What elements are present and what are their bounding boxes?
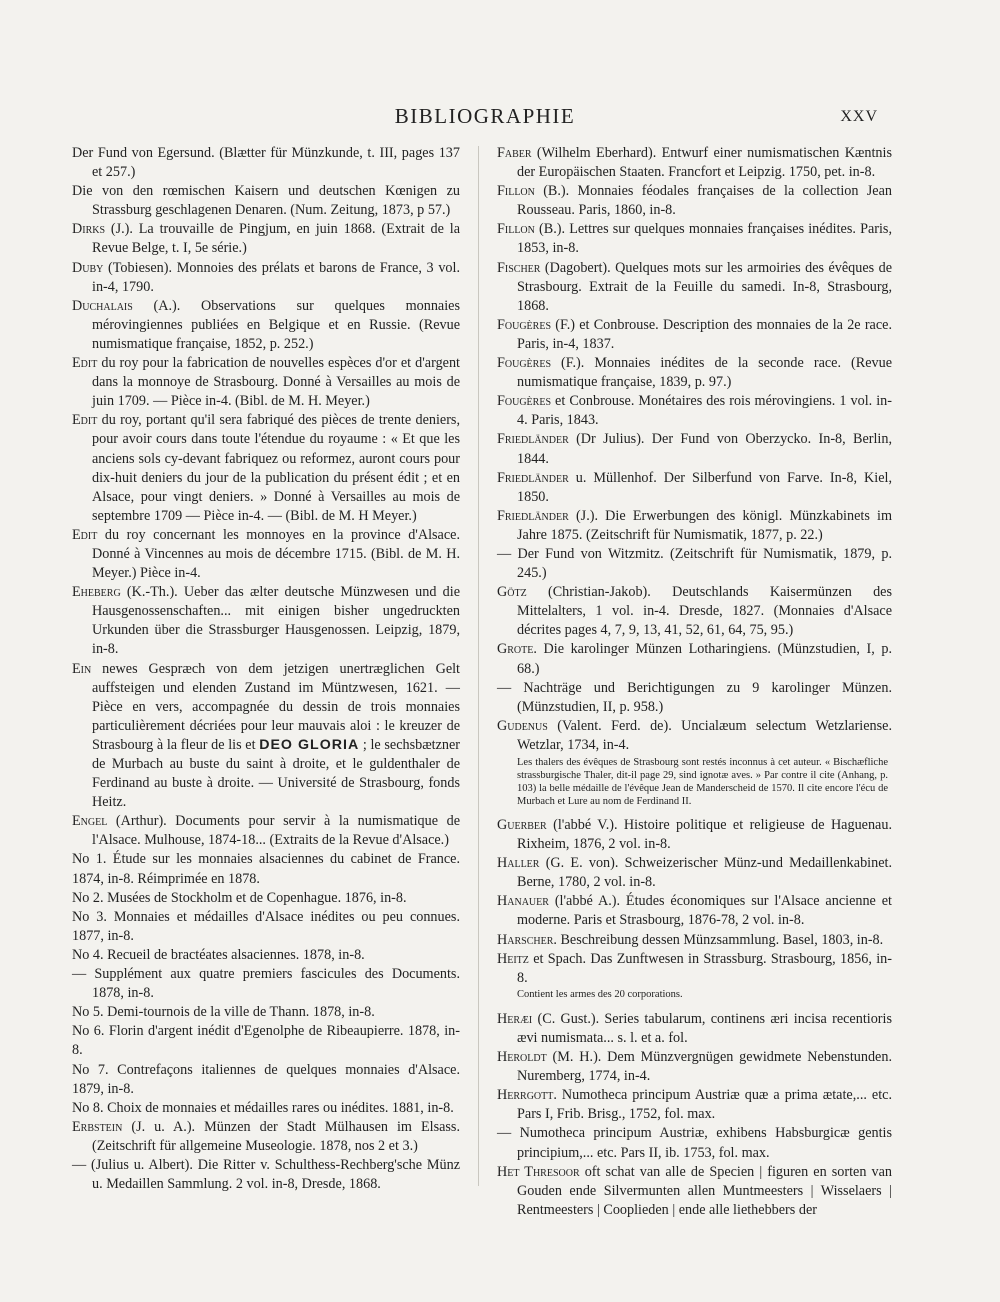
bib-subentry: No 7. Contrefaçons italiennes de quelques monnaies d'Alsace. 1879, in-8. xyxy=(72,1061,460,1097)
bib-entry: — Nachträge und Berichtigungen zu 9 karolinger Münzen. (Münzstudien, II, p. 958.) xyxy=(497,679,892,715)
bib-subentry: No 2. Musées de Stockholm et de Copenhague. 1876, in-8. xyxy=(72,889,407,906)
right-column xyxy=(497,144,892,1220)
bib-subentry: No 5. Demi-tournois de la ville de Thann. 1878, in-8. xyxy=(72,1004,375,1021)
bib-entry: Engel (Arthur). Documents pour servir à la numismatique de l'Alsace. Mulhouse, 1874-18... (Extraits de la Revue d'Alsace.) xyxy=(72,813,460,849)
page-number: XXV xyxy=(840,108,878,125)
bib-entry: — (Julius u. Albert). Die Ritter v. Schulthess-Rechberg'sche Münz u. Medaillen Sammlung. 2 vol. in-8, Dresde, 1868. xyxy=(72,1156,460,1193)
bib-entry: — Der Fund von Witzmitz. (Zeitschrift für Numismatik, 1879, p. 245.) xyxy=(497,545,892,582)
bib-entry: Fougères et Conbrouse. Monétaires des rois mérovingiens. 1 vol. in-4. Paris, 1843. xyxy=(497,393,892,429)
left-column xyxy=(72,144,460,1194)
bib-entry: Friedländer u. Müllenhof. Der Silberfund von Farve. In-8, Kiel, 1850. xyxy=(497,469,892,505)
bib-subentry: No 4. Recueil de bractéates alsaciennes. 1878, in-8. xyxy=(72,946,365,963)
bib-subentry: No 6. Florin d'argent inédit d'Egenolphe de Ribeaupierre. 1878, in-8. xyxy=(72,1023,460,1059)
bib-entry: Edit du roy pour la fabrication de nouvelles espèces d'or et d'argent dans la monnoye de Strasbourg. Donné à Versailles au mois de juin 1709. — Pièce in-4. (Bibl. de M. H. Meyer.) xyxy=(72,355,460,410)
bib-entry: Herrgott. Numotheca principum Austriæ quæ a prima ætate,... etc. Pars I, Frib. Brisg., 1752, fol. max. xyxy=(497,1087,892,1123)
bib-entry: Friedländer (J.). Die Erwerbungen des königl. Münzkabinets im Jahre 1875. (Zeitschrift für Numismatik, 1877, p. 22.) xyxy=(497,507,892,543)
footnote: Les thalers des évêques de Strasbourg sont restés inconnus à cet auteur. « Bischæfliche strassburgische Thaler, dit-il page 29, sind ignotæ aves. » Par contre il cite (Anhang, p. 103) la belle médaille de l'évêque Jean de Manderscheid de 1570. Il cite encore l'écu de Murbach et Lure au nom de Ferdinand II. xyxy=(517,757,888,807)
bib-entry: Eheberg (K.-Th.). Ueber das ælter deutsche Münzwesen und die Hausgenossenschaften... mit einigen bisher ungedruckten Urkunden über die Strassburger Hausgenossen. Leipzig, 1879, in-8. xyxy=(72,584,460,658)
bib-subentry: No 8. Choix de monnaies et médailles rares ou inédites. 1881, in-8. xyxy=(72,1099,454,1116)
bib-subentry: No 1. Étude sur les monnaies alsaciennes du cabinet de France. 1874, in-8. Réimprimée en 1878. xyxy=(72,851,460,887)
bib-subentry: No 3. Monnaies et médailles d'Alsace inédites ou peu connues. 1877, in-8. xyxy=(72,908,460,944)
bib-entry: Harscher. Beschreibung dessen Münzsammlung. Basel, 1803, in-8. xyxy=(497,931,884,948)
bib-entry: Heitz et Spach. Das Zunftwesen in Strassburg. Strasbourg, 1856, in-8. xyxy=(497,950,892,986)
bib-entry: — Numotheca principum Austriæ, exhibens Habsburgicæ gentis principium,... etc. Pars II, ib. 1753, fol. max. xyxy=(497,1125,892,1161)
bib-entry: Hanauer (l'abbé A.). Études économiques sur l'Alsace ancienne et moderne. Paris et Strasbourg, 1876-78, 2 vol. in-8. xyxy=(497,893,892,929)
bib-entry: Fillon (B.). Monnaies féodales françaises de la collection Jean Rousseau. Paris, 1860, in-8. xyxy=(497,183,892,219)
bib-entry: Friedländer (Dr Julius). Der Fund von Oberzycko. In-8, Berlin, 1844. xyxy=(497,431,892,467)
bib-entry: Edit du roy concernant les monnoyes en la province d'Alsace. Donné à Vincennes au mois de décembre 1715. (Bibl. de M. H. Meyer.) Pièce in-4. xyxy=(72,526,460,582)
bib-entry: Der Fund von Egersund. (Blætter für Münzkunde, t. III, pages 137 et 257.) xyxy=(72,145,460,181)
bib-entry: Fischer (Dagobert). Quelques mots sur les armoiries des évêques de Strasbourg. Extrait de la Feuille du samedi. In-8, Strasbourg, 1868. xyxy=(497,259,892,314)
column-divider xyxy=(478,146,479,1186)
bib-entry: Fougères (F.). Monnaies inédites de la seconde race. (Revue numismatique française, 1839, p. 97.) xyxy=(497,355,892,391)
bib-entry: Fougères (F.) et Conbrouse. Description des monnaies de la 2e race. Paris, in-4, 1837. xyxy=(497,316,892,352)
bib-entry: Erbstein (J. u. A.). Münzen der Stadt Mülhausen im Elsass. (Zeitschrift für allgemeine Museologie. 1878, nos 2 et 3.) xyxy=(72,1118,460,1154)
bib-entry: Duby (Tobiesen). Monnoies des prélats et barons de France, 3 vol. in-4, 1790. xyxy=(72,259,460,295)
page-title: BIBLIOGRAPHIE xyxy=(394,104,576,128)
bib-entry: Het Thresoor oft schat van alle de Specien | figuren en sorten van Gouden ende Silvermunten allen Muntmeesters | Wisselaers | Rentmeesters | Cooplieden | ende alle liethebbers der xyxy=(497,1163,892,1218)
bib-entry: Dirks (J.). La trouvaille de Pingjum, en juin 1868. (Extrait de la Revue Belge, t. I, 5e série.) xyxy=(72,221,460,257)
bib-entry: Heroldt (M. H.). Dem Münzvergnügen gewidmete Nebenstunden. Nuremberg, 1774, in-4. xyxy=(497,1049,892,1085)
page-header xyxy=(70,104,900,134)
bib-entry: Gudenus (Valent. Ferd. de). Uncialæum selectum Wetzlariense. Wetzlar, 1734, in-4. xyxy=(497,717,892,753)
bib-entry: Fillon (B.). Lettres sur quelques monnaies françaises inédites. Paris, 1853, in-8. xyxy=(497,221,892,257)
footnote: Contient les armes des 20 corporations. xyxy=(517,988,683,1000)
deo-gloria-legend: DEO GLORIA xyxy=(259,736,360,753)
bib-entry: Duchalais (A.). Observations sur quelques monnaies mérovingiennes publiées en Belgique et en Russie. (Revue numismatique française, 1852, p. 252.) xyxy=(72,297,460,352)
bib-entry: Heræi (C. Gust.). Series tabularum, continens æri incisa recentioris ævi numismata... s. l. et a. fol. xyxy=(497,1010,892,1046)
bib-entry: Ein newes Gespræch von dem jetzigen unertræglichen Gelt auffsteigen und elenden Zustand im Müntzwesen, 1621. — Pièce en vers, accompagnée du dessin de trois monnaies particulièrement décriées pour leur mauvais aloi : le kreuzer de Strasbourg à la fleur de lis et DEO GLORIA ; le sechsbætzner de Murbach au buste du saint à droite, et le guldenthaler de Ferdinand au buste à droite. — Université de Strasbourg, fonds Heitz. xyxy=(72,660,461,811)
bib-entry: Die von den rœmischen Kaisern und deutschen Kœnigen zu Strassburg geschlagenen Denaren. (Num. Zeitung, 1873, p 57.) xyxy=(72,183,460,219)
bib-entry: Götz (Christian-Jakob). Deutschlands Kaisermünzen des Mittelalters, 1 vol. in-4. Dresde, 1827. (Monnaies d'Alsace décrites pages 4, 7, 9, 13, 41, 52, 61, 64, 75, 95.) xyxy=(497,584,892,639)
bib-entry: — Supplément aux quatre premiers fascicules des Documents. 1878, in-8. xyxy=(72,966,460,1002)
bib-entry: Guerber (l'abbé V.). Histoire politique et religieuse de Haguenau. Rixheim, 1876, 2 vol. in-8. xyxy=(497,817,892,853)
bib-entry: Grote. Die karolinger Münzen Lotharingiens. (Münzstudien, I, p. 68.) xyxy=(497,641,892,677)
bib-entry: Haller (G. E. von). Schweizerischer Münz-und Medaillenkabinet. Berne, 1780, 2 vol. in-8. xyxy=(497,855,892,891)
bib-entry: Faber (Wilhelm Eberhard). Entwurf einer numismatischen Kæntnis der Europäischen Staaten. Francfort et Leipzig. 1750, pet. in-8. xyxy=(497,145,892,181)
bib-entry: Edit du roy, portant qu'il sera fabriqué des pièces de trente deniers, pour avoir cours dans toute l'étendue du royaume : « Et que les anciens sols cy-devant fabriquez ou reformez, auront cours pour dix-huit deniers du jour de la publication du présent édit ; et en Alsace, pour vingt deniers. » Donné à Versailles au mois de septembre 1709 — Pièce in-4. — (Bibl. de M. H Meyer.) xyxy=(72,412,460,524)
